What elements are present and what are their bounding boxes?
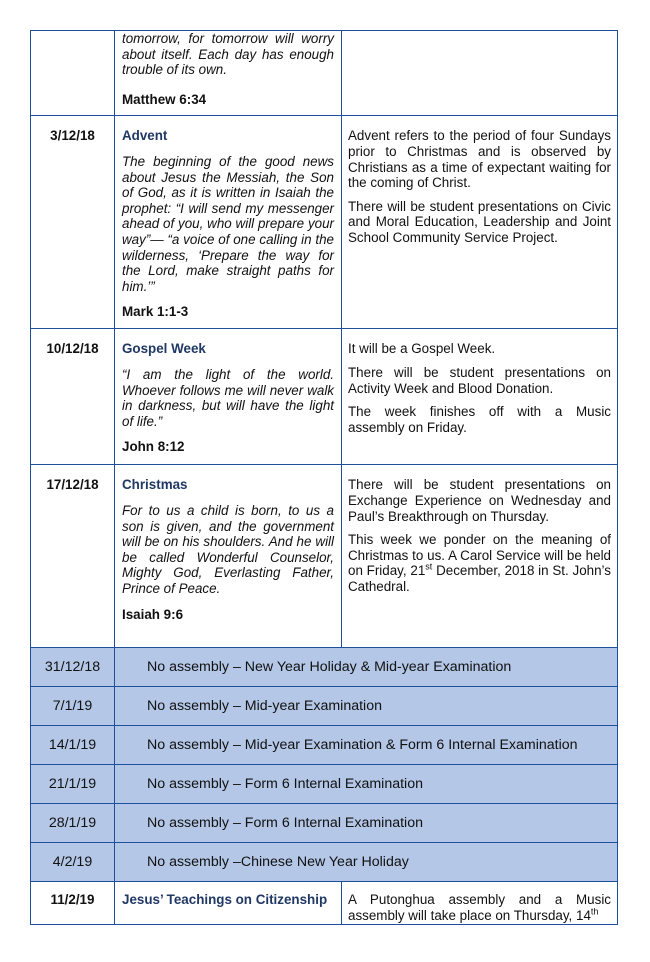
theme-cell: [115, 31, 342, 116]
table-row: [31, 31, 618, 116]
theme-title: Jesus’ Teachings on Citizenship: [122, 892, 328, 908]
table-row: [31, 765, 618, 804]
theme-title: Gospel Week: [122, 341, 206, 357]
description-text: December, 2018 in St. John’s Cathedral.: [348, 563, 611, 594]
date-cell: 4/2/19: [31, 843, 115, 882]
theme-cell: [115, 116, 342, 329]
bible-verse: The beginning of the good news about Jesus the Messiah, the Son of God, as it is written in Isaiah the prophet: “I will send my messenger ahead of you, who will prepare your way”— “a voice of one calling in the wilderness, ‘Prepare the way for the Lord, make straight paths for him.’”: [122, 153, 334, 294]
description-text: This week we ponder on the meaning of Christmas to us. A Carol Service will be held on Friday, 21: [348, 532, 611, 579]
description-text: A Putonghua assembly and a Music assembly will take place on Thursday, 14: [348, 892, 611, 923]
description-paragraph: [348, 532, 611, 594]
table-row: [31, 726, 618, 765]
table-row: [31, 843, 618, 882]
table-row: [31, 329, 618, 465]
description-cell: [342, 329, 618, 465]
bible-verse: “I am the light of the world. Whoever follows me will never walk in darkness, but will have the light of life.”: [122, 366, 334, 429]
verse-reference: John 8:12: [122, 439, 185, 455]
bible-verse: For to us a child is born, to us a son is given, and the government will be on his shoulders. And he will be called Wonderful Counselor, Mighty God, Everlasting Father, Prince of Peace.: [122, 502, 334, 596]
bible-verse: tomorrow, for tomorrow will worry about itself. Each day has enough trouble of its own.: [122, 31, 334, 78]
no-assembly-note: No assembly – New Year Holiday & Mid-year Examination: [115, 648, 618, 687]
description-paragraph: There will be student presentations on Activity Week and Blood Donation.: [348, 364, 611, 396]
date-cell: 10/12/18: [31, 329, 115, 465]
date-cell: [31, 31, 115, 116]
date-cell: 21/1/19: [31, 765, 115, 804]
no-assembly-note: No assembly –Chinese New Year Holiday: [115, 843, 618, 882]
description-paragraph: There will be student presentations on Exchange Experience on Wednesday and Paul’s Breakthrough on Thursday.: [348, 477, 611, 524]
verse-reference: Mark 1:1-3: [122, 304, 189, 320]
table-row: [31, 116, 618, 329]
date-cell: 3/12/18: [31, 116, 115, 329]
ordinal-suffix: st: [425, 561, 433, 572]
date-cell: 7/1/19: [31, 687, 115, 726]
table-row: [31, 465, 618, 648]
assembly-schedule-table: [30, 30, 618, 925]
description-paragraph: There will be student presentations on Civic and Moral Education, Leadership and Joint School Community Service Project.: [348, 198, 611, 245]
no-assembly-note: No assembly – Mid-year Examination: [115, 687, 618, 726]
table-row: [31, 648, 618, 687]
theme-title: Advent: [122, 128, 168, 144]
ordinal-suffix: th: [590, 906, 599, 917]
theme-cell: [115, 882, 342, 924]
description-paragraph: It will be a Gospel Week.: [348, 341, 496, 357]
no-assembly-note: No assembly – Form 6 Internal Examination: [115, 804, 618, 843]
no-assembly-note: No assembly – Form 6 Internal Examination: [115, 765, 618, 804]
theme-cell: [115, 465, 342, 648]
description-paragraph: Advent refers to the period of four Sundays prior to Christmas and is observed by Christians as a time of expectant waiting for the coming of Christ.: [348, 128, 611, 191]
description-cell: [342, 31, 618, 116]
date-cell: 11/2/19: [31, 882, 115, 924]
date-cell: 31/12/18: [31, 648, 115, 687]
table-row: [31, 687, 618, 726]
description-paragraph: The week finishes off with a Music assembly on Friday.: [348, 404, 611, 435]
verse-reference: Isaiah 9:6: [122, 606, 184, 622]
no-assembly-note: No assembly – Mid-year Examination & Form 6 Internal Examination: [115, 726, 618, 765]
theme-title: Christmas: [122, 477, 188, 493]
description-cell: [342, 882, 618, 924]
date-cell: 14/1/19: [31, 726, 115, 765]
date-cell: 17/12/18: [31, 465, 115, 648]
description-paragraph: [348, 892, 611, 923]
description-cell: [342, 465, 618, 648]
date-cell: 28/1/19: [31, 804, 115, 843]
theme-cell: [115, 329, 342, 465]
table-row: [31, 882, 618, 924]
verse-reference: Matthew 6:34: [122, 91, 207, 107]
table-row: [31, 804, 618, 843]
description-cell: [342, 116, 618, 329]
